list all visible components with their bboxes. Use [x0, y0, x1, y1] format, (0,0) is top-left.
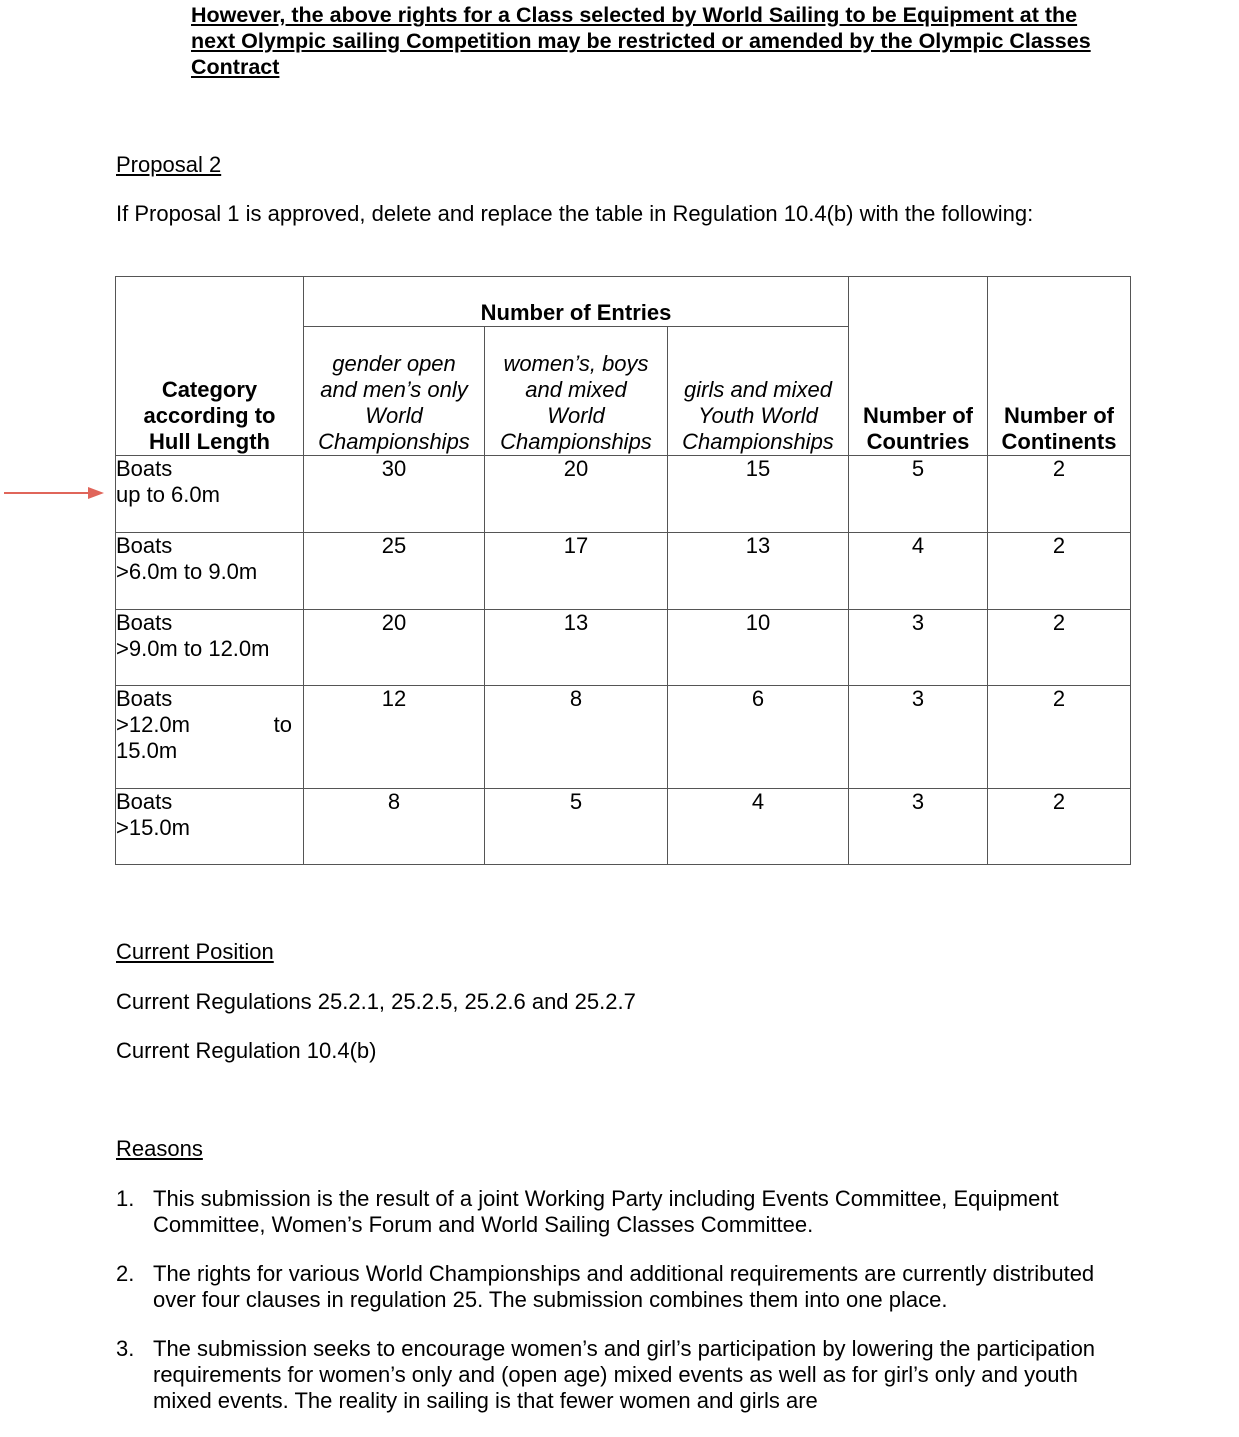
number-of-entries-header: Number of Entries [304, 277, 849, 327]
youth-cell: 4 [668, 789, 849, 865]
youth-cell: 6 [668, 686, 849, 789]
category-cell: Boats >12.0m to 15.0m [116, 686, 304, 789]
countries-cell: 4 [849, 533, 988, 610]
entries-table [115, 276, 1131, 865]
table-row [116, 610, 1131, 686]
youth-championships-header: girls and mixed Youth World Championships [668, 327, 849, 456]
intro-paragraph: However, the above rights for a Class selected by World Sailing to be Equipment at the next Olympic sailing Competition may be restricted or amended by the Olympic Classes Contract [191, 3, 1091, 79]
women-cell: 8 [485, 686, 668, 789]
table-row [116, 456, 1131, 533]
table-row [116, 533, 1131, 610]
open-cell: 12 [304, 686, 485, 789]
countries-cell: 5 [849, 456, 988, 533]
continents-cell: 2 [988, 533, 1131, 610]
category-cell: Boats >9.0m to 12.0m [116, 610, 304, 686]
countries-cell: 3 [849, 610, 988, 686]
continents-cell: 2 [988, 686, 1131, 789]
category-cell: Boats up to 6.0m [116, 456, 304, 533]
open-cell: 8 [304, 789, 485, 865]
countries-cell: 3 [849, 789, 988, 865]
countries-header: Number of Countries [849, 277, 988, 456]
continents-cell: 2 [988, 789, 1131, 865]
continents-header: Number of Continents [988, 277, 1131, 456]
open-cell: 25 [304, 533, 485, 610]
table-row [116, 686, 1131, 789]
youth-cell: 13 [668, 533, 849, 610]
current-position-heading: Current Position [116, 939, 274, 964]
list-item: 3. The submission seeks to encourage women’s and girl’s participation by lowering the participation requirements for women’s only and (open age) mixed events as well as for girl’s only and youth mixed events. The reality in sailing is that fewer women and girls are [116, 1336, 1096, 1413]
women-cell: 13 [485, 610, 668, 686]
youth-cell: 15 [668, 456, 849, 533]
proposal-heading: Proposal 2 [116, 152, 222, 177]
current-regulation-line: Current Regulation 10.4(b) [116, 1038, 377, 1063]
category-header: Category according to Hull Length [116, 277, 304, 456]
list-item: 2. The rights for various World Championships and additional requirements are currently distributed over four clauses in regulation 25. The submission combines them into one place. [116, 1261, 1095, 1312]
proposal-text: If Proposal 1 is approved, delete and replace the table in Regulation 10.4(b) with the following: [116, 201, 1034, 226]
open-cell: 30 [304, 456, 485, 533]
open-championships-header: gender open and men’s only World Championships [304, 327, 485, 456]
women-championships-header: women’s, boys and mixed World Championships [485, 327, 668, 456]
reasons-heading: Reasons [116, 1136, 203, 1161]
reasons-list [116, 1186, 1116, 1437]
table-row [116, 789, 1131, 865]
continents-cell: 2 [988, 456, 1131, 533]
women-cell: 5 [485, 789, 668, 865]
current-regulations-line: Current Regulations 25.2.1, 25.2.5, 25.2.6 and 25.2.7 [116, 989, 636, 1014]
open-cell: 20 [304, 610, 485, 686]
women-cell: 17 [485, 533, 668, 610]
category-cell: Boats >6.0m to 9.0m [116, 533, 304, 610]
women-cell: 20 [485, 456, 668, 533]
list-item: 1. This submission is the result of a joint Working Party including Events Committee, Equipment Committee, Women’s Forum and World Sailing Classes Committee. [116, 1186, 1059, 1237]
arrow-right-icon [4, 486, 104, 500]
youth-cell: 10 [668, 610, 849, 686]
continents-cell: 2 [988, 610, 1131, 686]
countries-cell: 3 [849, 686, 988, 789]
category-cell: Boats >15.0m [116, 789, 304, 865]
